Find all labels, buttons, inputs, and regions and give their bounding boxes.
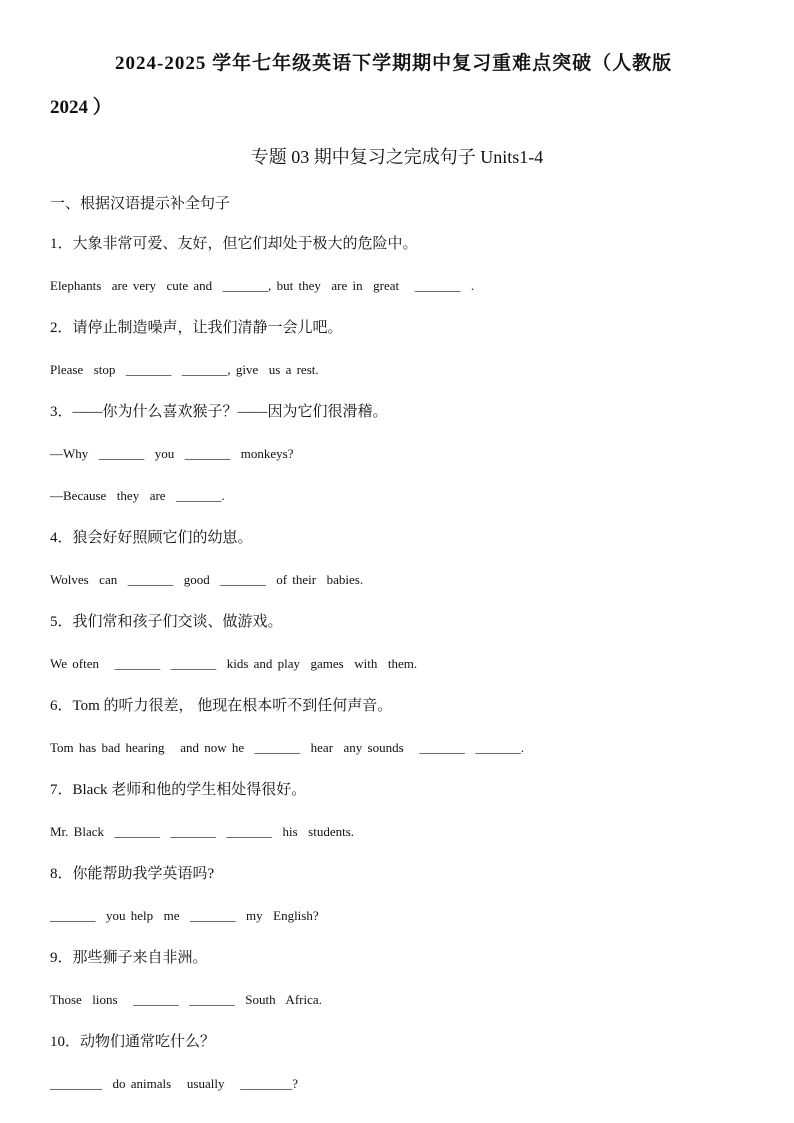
question-9-prompt: 9．那些狮子来自非洲。	[50, 950, 208, 966]
question-3-sentence-a: —Why _______ you _______ monkeys?	[50, 446, 294, 461]
question-5-prompt: 5．我们常和孩子们交谈、做游戏。	[50, 614, 283, 630]
question-6-sentence: Tom has bad hearing and now he _______ hear any sounds _______ _______.	[50, 740, 525, 755]
topic-subtitle: 专题 03 期中复习之完成句子 Units1-4	[250, 147, 544, 167]
question-1-prompt: 1．大象非常可爱、友好，但它们却处于极大的危险中。	[50, 236, 418, 252]
question-10-prompt: 10．动物们通常吃什么？	[50, 1034, 216, 1050]
question-10-sentence: ________ do animals usually ________?	[50, 1076, 299, 1091]
question-5-sentence: We often _______ _______ kids and play games with them.	[50, 656, 418, 671]
question-7-sentence: Mr. Black _______ _______ _______ his students.	[50, 824, 355, 839]
document-title: 2024-2025 学年七年级英语下学期期中复习重难点突破（人教版	[115, 53, 673, 74]
question-8-prompt: 8．你能帮助我学英语吗?	[50, 866, 215, 882]
question-list	[50, 233, 770, 1115]
question-2-prompt: 2．请停止制造噪声，让我们清静一会儿吧。	[50, 320, 343, 336]
question-7-prompt: 7．Black 老师和他的学生相处得很好。	[50, 782, 307, 798]
question-9-sentence: Those lions _______ _______ South Africa.	[50, 992, 322, 1007]
question-8-sentence: _______ you help me _______ my English?	[50, 908, 319, 923]
question-3-sentence-b: —Because they are _______.	[50, 488, 225, 503]
question-3-prompt: 3．——你为什么喜欢猴子？——因为它们很滑稽。	[50, 404, 388, 420]
section-heading: 一、根据汉语提示补全句子	[50, 196, 231, 212]
question-2-sentence: Please stop _______ _______, give us a rest.	[50, 362, 319, 377]
question-6-prompt: 6．Tom 的听力很差， 他现在根本听不到任何声音。	[50, 698, 393, 714]
question-4-prompt: 4．狼会好好照顾它们的幼崽。	[50, 530, 253, 546]
question-1-sentence: Elephants are very cute and _______, but they are in great _______ .	[50, 278, 475, 293]
document-title-continued: 2024 ）	[50, 97, 112, 118]
question-4-sentence: Wolves can _______ good _______ of their babies.	[50, 572, 364, 587]
